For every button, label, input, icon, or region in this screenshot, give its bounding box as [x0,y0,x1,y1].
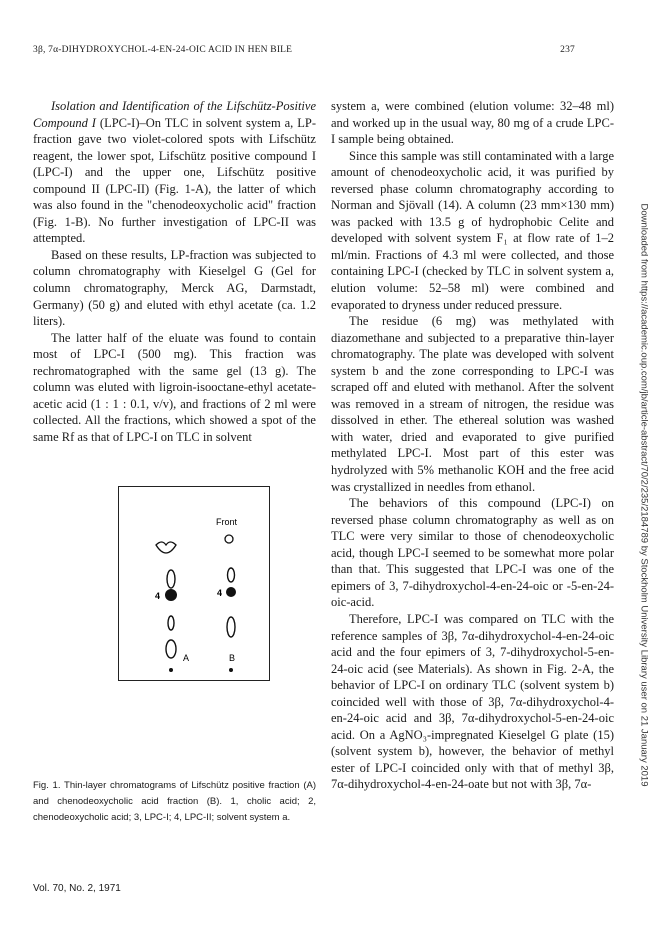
download-watermark-text: Downloaded from https://academic.oup.com/jb/article-abstract/70/2/235/2184789 by Stockholm University Library user on 21 January 2019 [638,203,650,787]
paragraph-behaviors: The behaviors of this compound (LPC-I) on reversed phase column chromatography as well as on TLC were very similar to those of chenodeoxycholic acid, though LPC-I seemed to be somewhat more polar than that. This suggested that LPC-I was one of the epimers of 3, 7-dihydroxychol-4-en-24-oic or -5-en-24-oic-acid. [331,496,614,610]
spot-lane-a-lpc2 [165,589,177,601]
running-header [33,45,575,55]
spot-label-lane-a-lpc2: 4 [155,591,161,601]
tlc-figure [118,486,270,681]
paragraph-methylation: The residue (6 mg) was methylated with diazomethane and subjected to a preparative thin-layer chromatography. The plate was developed with solvent system b and the zone corresponding to LPC-I was scraped off and eluted with methanol. After the solvent was removed in a stream of nitrogen, the residue was dissolved in ether. The ethereal solution was washed with water, dried and evaporated to give purified methylated LPC-I. Most part of this ester was hydrolyzed with 5% methanolic KOH and the free acid was crystallized in needles from ethanol. [331,314,614,494]
spot-lane-b-1 [228,568,235,582]
figure-caption: Fig. 1. Thin-layer chromatograms of Lifschütz positive fraction (A) and chenodeoxycholic acid fraction (B). 1, cholic acid; 2, chenodeoxycholic acid; 3, LPC-I; 4, LPC-II; solvent system a. [33,780,316,823]
paragraph-comparison: Therefore, LPC-I was compared on TLC with the reference samples of 3β, 7α-dihydroxychol-4-en-24-oic acid and the four epimers of 3, 7-dihydroxychol-5-en-24-oic acid (see Materials). As shown in Fig. 2-A, the behavior of LPC-I on ordinary TLC (solvent system b) coincided well with those of 3β, 7α-dihydroxychol-4-en-24-oic acid and 3β, 7α-dihydroxychol-5-en-24-oic acid. On a AgNO₃-impregnated Kieselgel G plate (15) (solvent system b), however, the behavior of methyl ester of LPC-I coincided only with that of methyl 3β, 7α-dihydroxychol-4-en-24-oate but not with 3β, 7α- [331,611,614,792]
paragraph-text: (LPC-I)–On TLC in solvent system a, LP-fraction gave two violet-colored spots with Lifschütz reagent, the lower spot, Lifschütz positive compound I (LPC-I) and the upper one, Lifschütz positive compound II (LPC-II) (Fig. 1-A), the latter of which was also found in the "chenodeoxycholic acid" fraction (Fig. 1-B). No further investigation of LPC-II was attempted. [33,115,316,246]
paragraph-isolation [33,98,316,247]
page-footer: Vol. 70, No. 2, 1971 [33,883,121,894]
spot-lane-a-lpc1 [166,640,176,658]
spot-lane-b-top [225,535,233,543]
paragraph-rechromatography: The latter half of the eluate was found to contain most of LPC-I (500 mg). This fraction was rechromatographed with the same gel (13 g). The column was eluted with ligroin-isooctane-ethyl acetate-acetic acid (1 : 1 : 0.1, v/v), and fractions of 2 ml were collected. All the fractions, which showed a spot of the same Rf as that of LPC-I on TLC in solvent [33,330,316,444]
spot-lane-a-top [156,542,176,553]
spot-lane-a-2 [168,616,174,630]
right-column [331,98,614,793]
tlc-plate [119,487,269,680]
running-title: 3β, 7α-DIHYDROXYCHOL-4-EN-24-OIC ACID IN HEN BILE [33,45,293,55]
lane-b-label: B [229,653,236,663]
left-column [33,98,316,445]
paragraph-continuation: system a, were combined (elution volume: 32–48 ml) and worked up in the usual way, 80 mg of a crude LPC-I sample being obtained. [331,99,614,147]
page-number: 237 [560,45,575,55]
origin-lane-a [169,668,173,672]
lane-a-label: A [183,653,190,663]
paragraph-purification: Since this sample was still contaminated with a large amount of chenodeoxycholic acid, it was purified by reversed phase column chromatography according to Norman and Sjövall (14). A column (23 mm×130 mm) was packed with 13.5 g of hydrophobic Celite and developed with solvent system F₁ at flow rate of 1–2 ml/min. Fractions of 4.3 ml were collected, and those containing LPC-I (checked by TLC in solvent system a, elution volume: 52–58 ml) were combined and evaporated to dryness under reduced pressure. [331,148,614,312]
origin-lane-b [229,668,233,672]
spot-lane-b-lpc2 [226,587,236,597]
spot-lane-a-1 [167,570,175,588]
paragraph-column-chromatography: Based on these results, LP-fraction was subjected to column chromatography with Kieselgel G (Gel for column chromatography, Merck AG, Darmstadt, Germany) (50 g) and eluted with ethyl acetate (ca. 1.2 liters). [33,247,316,329]
front-label: Front [216,517,238,527]
spot-label-lane-b-lpc2: 4 [217,588,223,598]
spot-lane-b-chenodeoxycholic [227,617,235,637]
section-heading: Isolation and Identification of the Lifschütz-Positive Compound I [33,99,316,130]
download-watermark [638,130,650,860]
